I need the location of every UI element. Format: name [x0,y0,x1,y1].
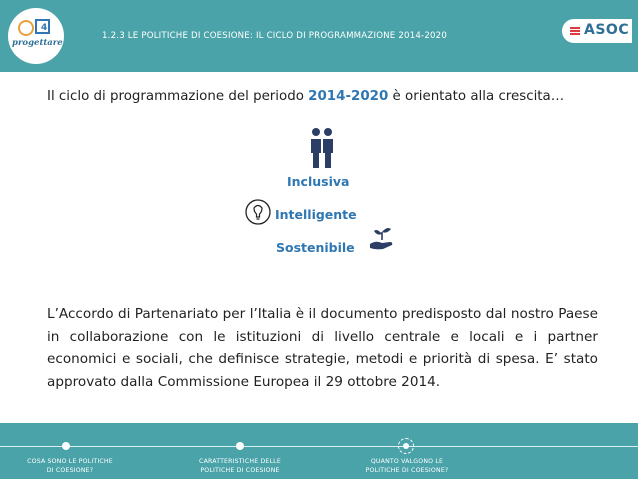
step-link-1[interactable] [20,457,120,475]
growth-item-inclusiva: Inclusiva [287,174,350,189]
plant-hand-icon [368,224,396,252]
brand-name: ASOC [584,22,630,38]
intro-after: è orientato alla crescita… [388,89,565,104]
svg-text:4: 4 [41,23,48,33]
intro-text [47,86,598,108]
step-link-2[interactable] [188,457,292,475]
asoc-logo [562,19,632,43]
timeline-line [0,446,638,447]
people-icon [310,127,334,169]
step-dot-1[interactable] [62,442,70,450]
growth-item-intelligente: Intelligente [275,207,357,222]
progettare-logo [6,6,66,66]
accordo-paragraph: L’Accordo di Partenariato per l’Italia è il documento predisposto dal nostro Paese in collaborazione con le istituzioni di livello centrale e locali e i partner economici e sociali, che definisce strategie, metodi e priorità di spesa. E’ stato approvato dalla Commissione Europea il 29 ottobre 2014. [47,306,598,390]
asoc-logo-icon [568,24,582,38]
header-bar [0,0,638,72]
page-title: 1.2.3 LE POLITICHE DI COESIONE: IL CICLO DI PROGRAMMAZIONE 2014-2020 [102,31,447,41]
intro-highlight: 2014-2020 [308,89,389,104]
step-3-line2: POLITICHE DI COESIONE? [365,467,449,474]
growth-item-sostenibile: Sostenibile [276,240,355,255]
intro-before: Il ciclo di programmazione del periodo [47,89,309,104]
step-dot-3-active[interactable] [398,438,414,454]
step-link-3[interactable] [355,457,459,475]
step-3-line1: QUANTO VALGONO LE [370,458,444,465]
step-2-line1: CARATTERISTICHE DELLE [199,458,281,465]
footer-nav [0,423,638,479]
lightbulb-icon [245,199,271,225]
step-2-line2: POLITICHE DI COESIONE [200,467,280,474]
step-1-line2: DI COESIONE? [46,467,94,474]
logo-text: progettare [12,38,63,48]
step-1-line1: COSA SONO LE POLITICHE [27,458,113,465]
step-dot-2[interactable] [236,442,244,450]
